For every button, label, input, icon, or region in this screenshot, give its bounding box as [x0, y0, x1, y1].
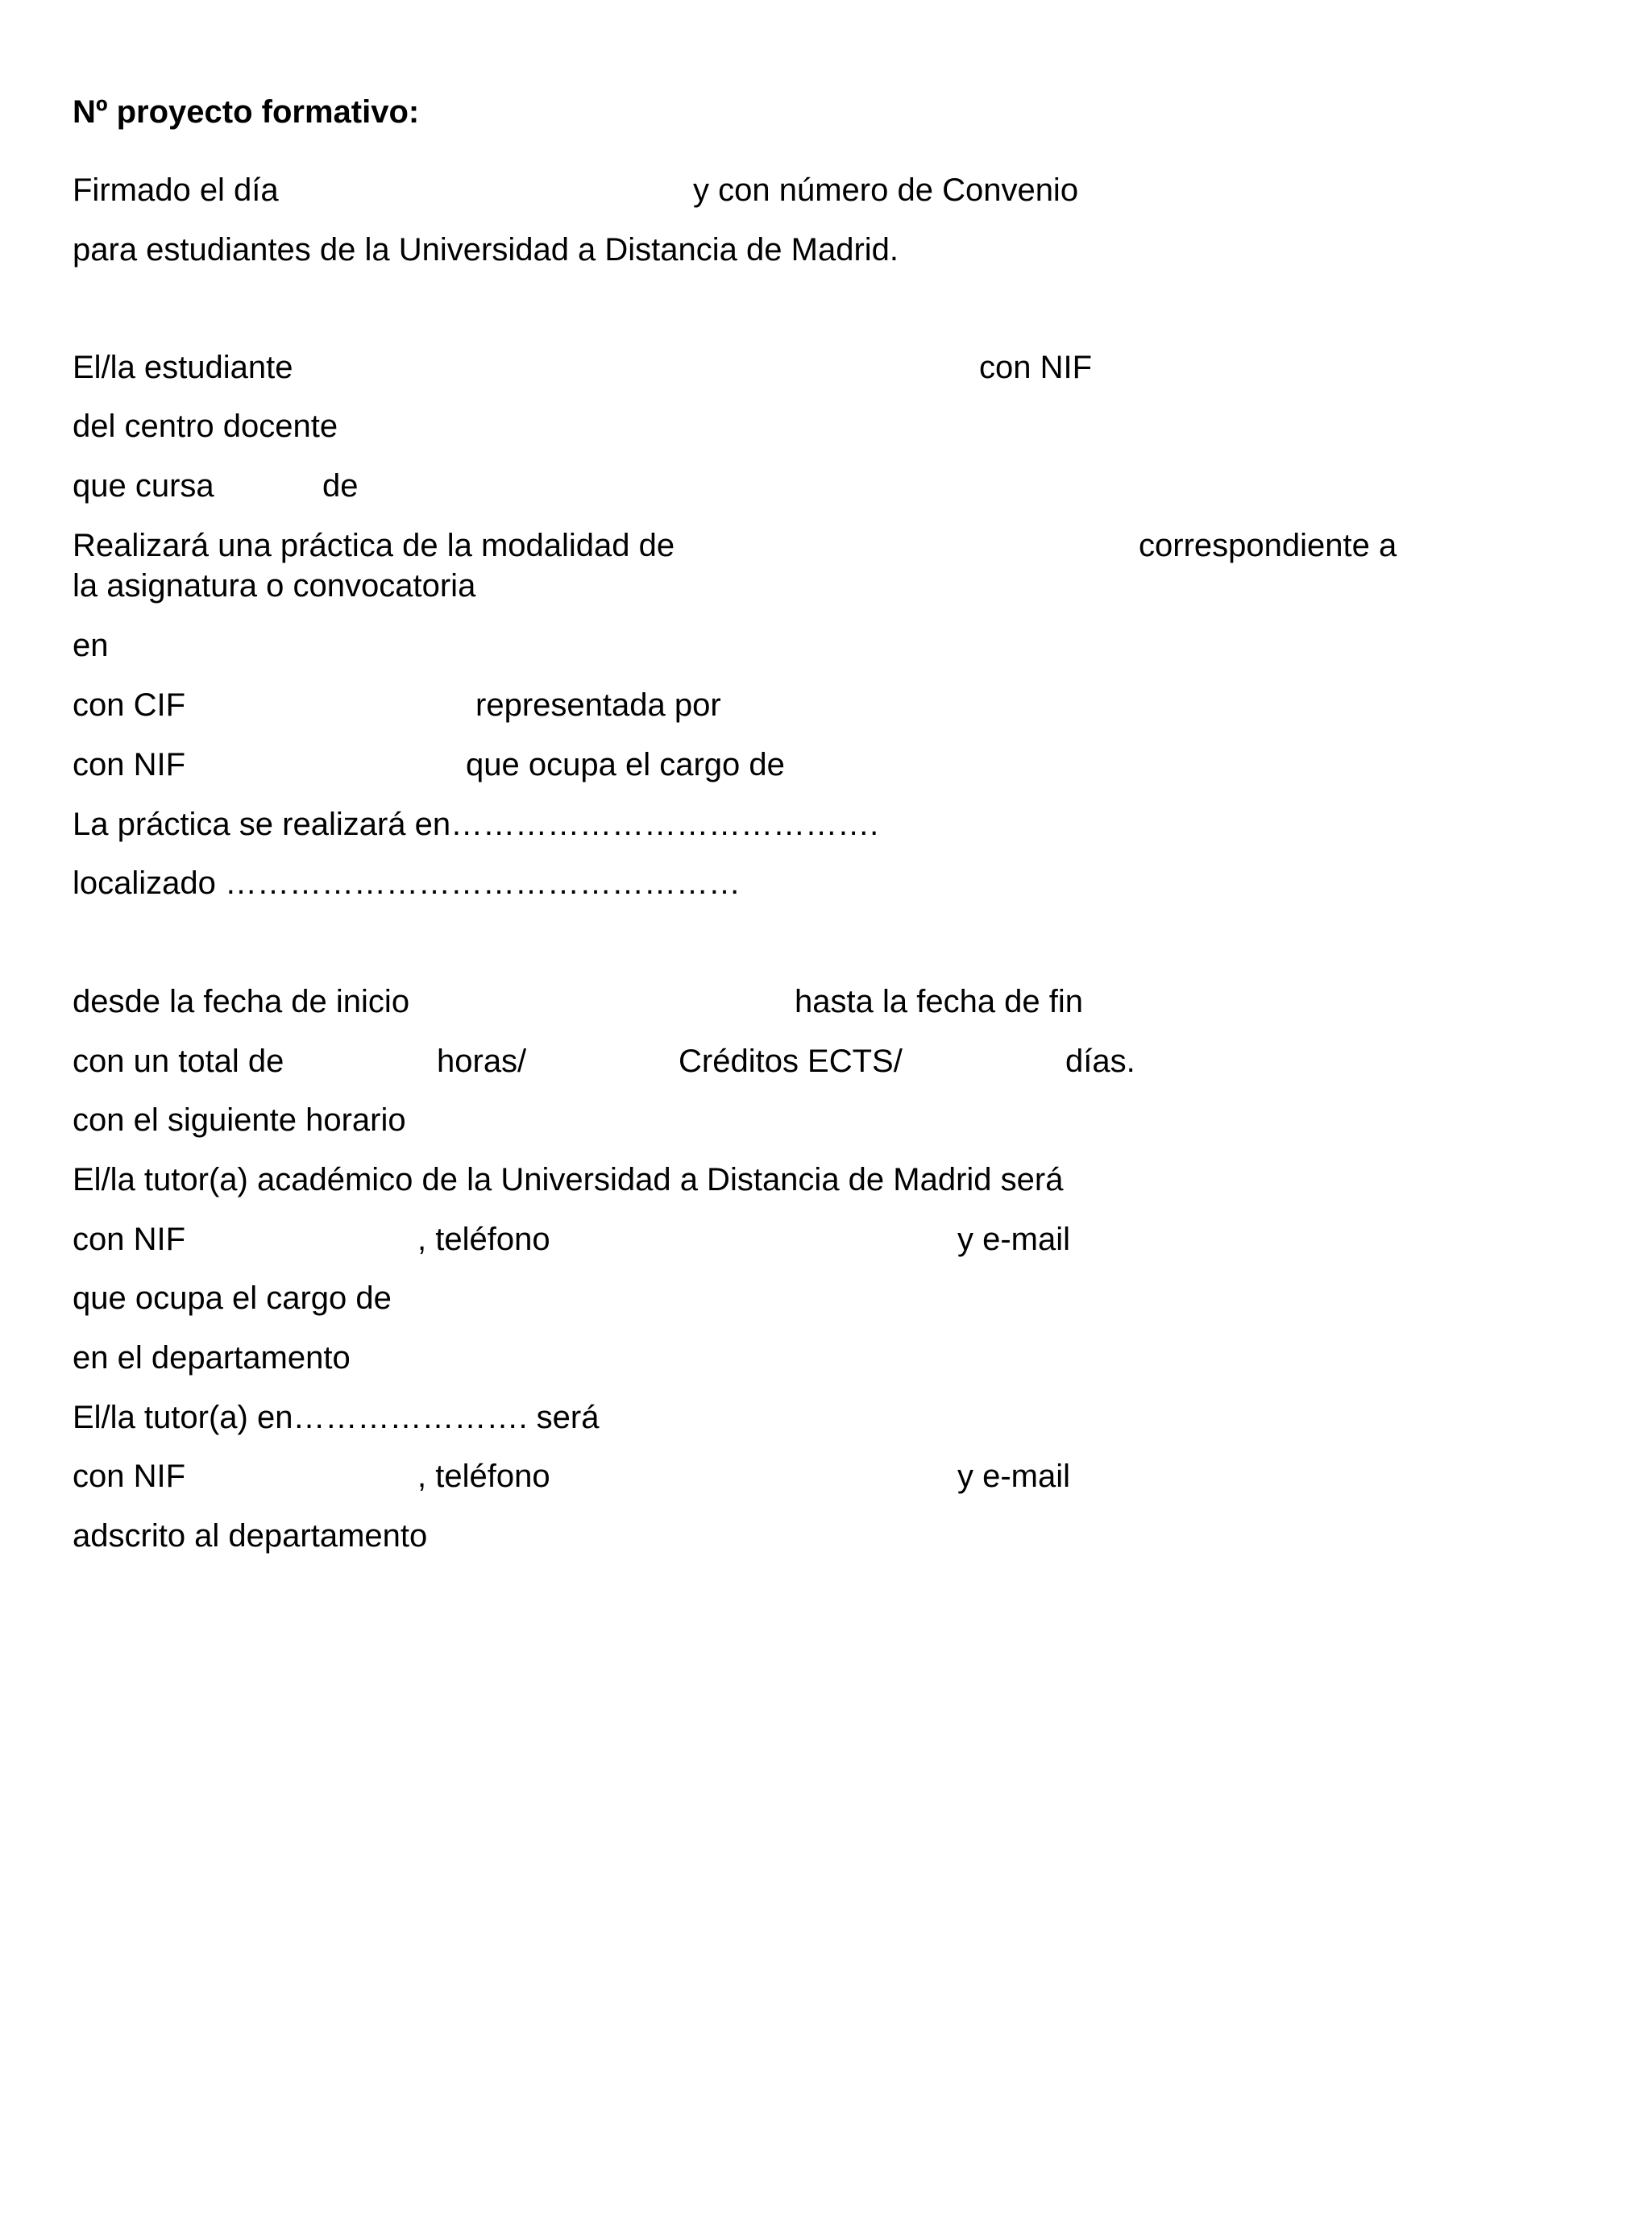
para-estudiantes-text: para estudiantes de la Universidad a Distancia de Madrid. [73, 232, 899, 268]
tutor-empresa-departamento-label: adscrito al departamento [73, 1518, 428, 1554]
tutor-academico-nif-label: con NIF [73, 1222, 186, 1257]
convenio-label: y con número de Convenio [693, 172, 1079, 208]
de-label: de [322, 468, 359, 504]
total-label: con un total de [73, 1044, 284, 1079]
tutor-academico-telefono-label: , teléfono [417, 1222, 550, 1257]
correspondiente-label: correspondiente a [1139, 528, 1397, 563]
centro-docente-label: del centro docente [73, 409, 338, 444]
que-cursa-label: que cursa [73, 468, 214, 504]
en-label: en [73, 628, 109, 663]
horario-label: con el siguiente horario [73, 1102, 406, 1138]
realizara-label: Realizará una práctica de la modalidad de [73, 528, 675, 563]
tutor-empresa-nif-label: con NIF [73, 1459, 186, 1494]
representante-nif-label: con NIF [73, 747, 186, 782]
estudiante-label: El/la estudiante [73, 350, 293, 385]
tutor-academico-departamento-label: en el departamento [73, 1340, 351, 1376]
creditos-label: Créditos ECTS/ [679, 1044, 903, 1079]
tutor-academico-text: El/la tutor(a) académico de la Universidad a Distancia de Madrid será [73, 1162, 1064, 1197]
tutor-empresa-telefono-label: , teléfono [417, 1459, 550, 1494]
tutor-empresa-email-label: y e-mail [957, 1459, 1071, 1494]
localizado-text: localizado ………………………………………… [73, 865, 741, 901]
fecha-inicio-label: desde la fecha de inicio [73, 984, 410, 1019]
tutor-academico-email-label: y e-mail [957, 1222, 1071, 1257]
horas-label: horas/ [437, 1044, 527, 1079]
cargo-label: que ocupa el cargo de [466, 747, 785, 782]
tutor-academico-cargo-label: que ocupa el cargo de [73, 1280, 392, 1316]
practica-lugar-text: La práctica se realizará en…………………………………. [73, 807, 879, 842]
tutor-empresa-text: El/la tutor(a) en…………………. será [73, 1400, 600, 1435]
cif-label: con CIF [73, 687, 186, 723]
representada-label: representada por [475, 687, 721, 723]
document-title: Nº proyecto formativo: [73, 94, 420, 130]
asignatura-label: la asignatura o convocatoria [73, 568, 476, 604]
firmado-label: Firmado el día [73, 172, 279, 208]
fecha-fin-label: hasta la fecha de fin [795, 984, 1084, 1019]
dias-label: días. [1065, 1044, 1135, 1079]
estudiante-nif-label: con NIF [979, 350, 1093, 385]
